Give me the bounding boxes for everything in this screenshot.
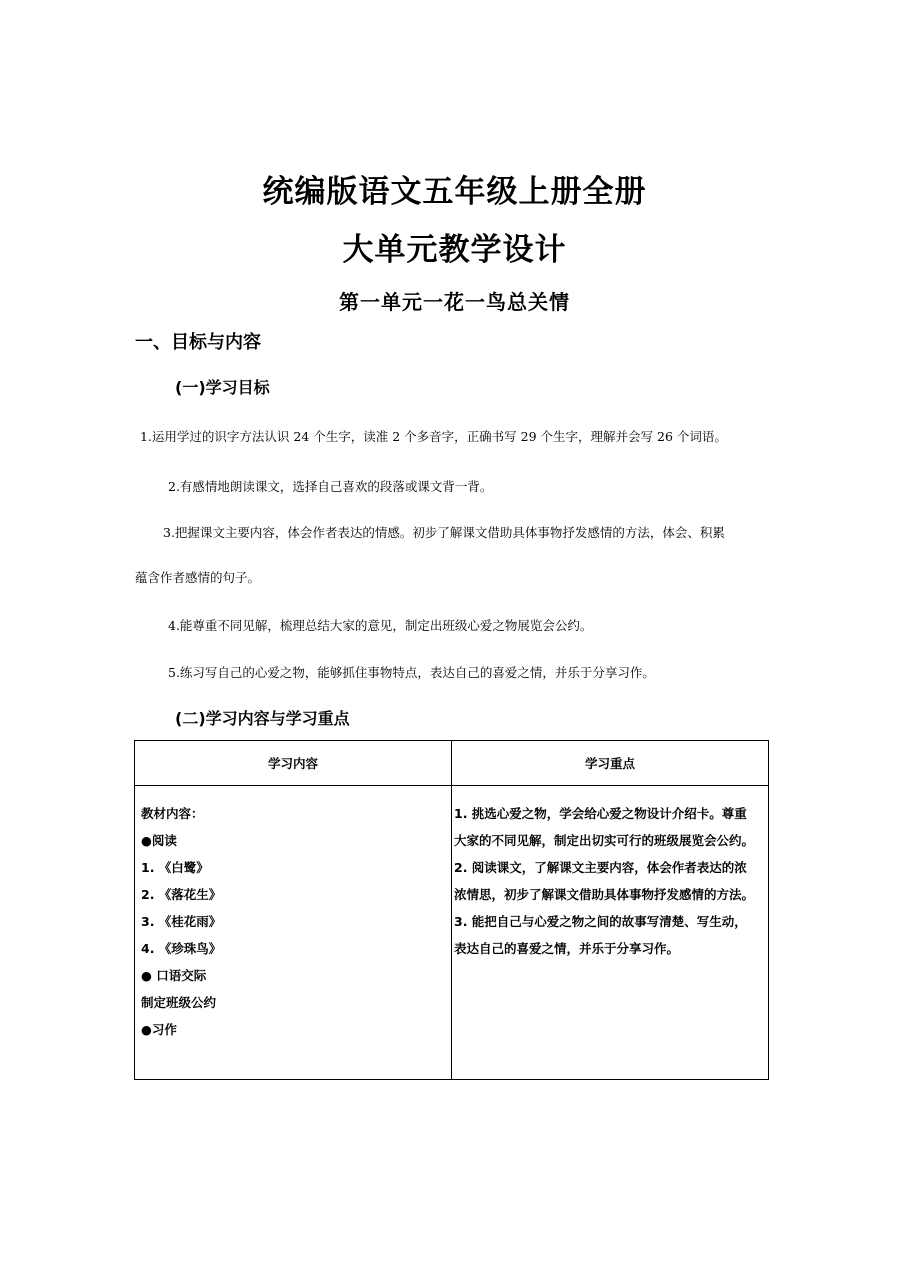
focus-line: 大家的不同见解，制定出切实可行的班级展览会公约。 [454,833,755,848]
goal-item-4: 4.能尊重不同见解，梳理总结大家的意见，制定出班级心爱之物展览会公约。 [168,618,593,633]
focus-line: 1. 挑选心爱之物，学会给心爱之物设计介绍卡。尊重 [454,806,747,821]
goal-item-5: 5.练习写自己的心爱之物，能够抓住事物特点，表达自己的喜爱之情，并乐于分享习作。 [168,665,655,680]
header-content: 学习内容 [135,741,452,786]
section-heading-goals-content: 一、目标与内容 [135,332,261,353]
focus-line: 2. 阅读课文，了解课文主要内容，体会作者表达的浓 [454,860,747,875]
unit-title: 第一单元一花一鸟总关情 [339,290,570,314]
goal-item-3: 3.把握课文主要内容，体会作者表达的情感。初步了解课文借助具体事物抒发感情的方法，体会、积累 [163,525,725,540]
focus-cell [452,786,769,1080]
goal-item-3-continued: 蕴含作者感情的句子。 [135,570,261,585]
list-item: 3. 《桂花雨》 [141,914,222,929]
focus-line: 3. 能把自己与心爱之物之间的故事写清楚、写生动， [454,914,747,929]
list-item: 1. 《白鹭》 [141,860,209,875]
list-item: 4. 《珍珠鸟》 [141,941,222,956]
list-item: ●阅读 [141,833,177,848]
list-item: 制定班级公约 [141,995,217,1010]
content-focus-table [134,740,769,1080]
focus-line: 表达自己的喜爱之情，并乐于分享习作。 [454,941,680,956]
table-header-row [135,741,769,786]
content-cell [135,786,452,1080]
goal-item-2: 2.有感情地朗读课文，选择自己喜欢的段落或课文背一背。 [168,479,493,494]
list-item: 2. 《落花生》 [141,887,222,902]
goal-item-1: 1.运用学过的识字方法认识 24 个生字，读准 2 个多音字，正确书写 29 个生字，理解并会写 26 个词语。 [140,429,727,444]
subsection-heading-content: (二)学习内容与学习重点 [175,709,350,728]
document-subtitle: 大单元教学设计 [342,232,567,268]
list-item: ● 口语交际 [141,968,207,983]
list-item: 教材内容： [141,806,204,821]
document-title: 统编版语文五年级上册全册 [262,174,647,210]
table-row [135,786,769,1080]
focus-line: 浓情思，初步了解课文借助具体事物抒发感情的方法。 [454,887,755,902]
header-focus: 学习重点 [452,741,769,786]
list-item: ●习作 [141,1022,177,1037]
subsection-heading-goals: (一)学习目标 [175,378,270,397]
